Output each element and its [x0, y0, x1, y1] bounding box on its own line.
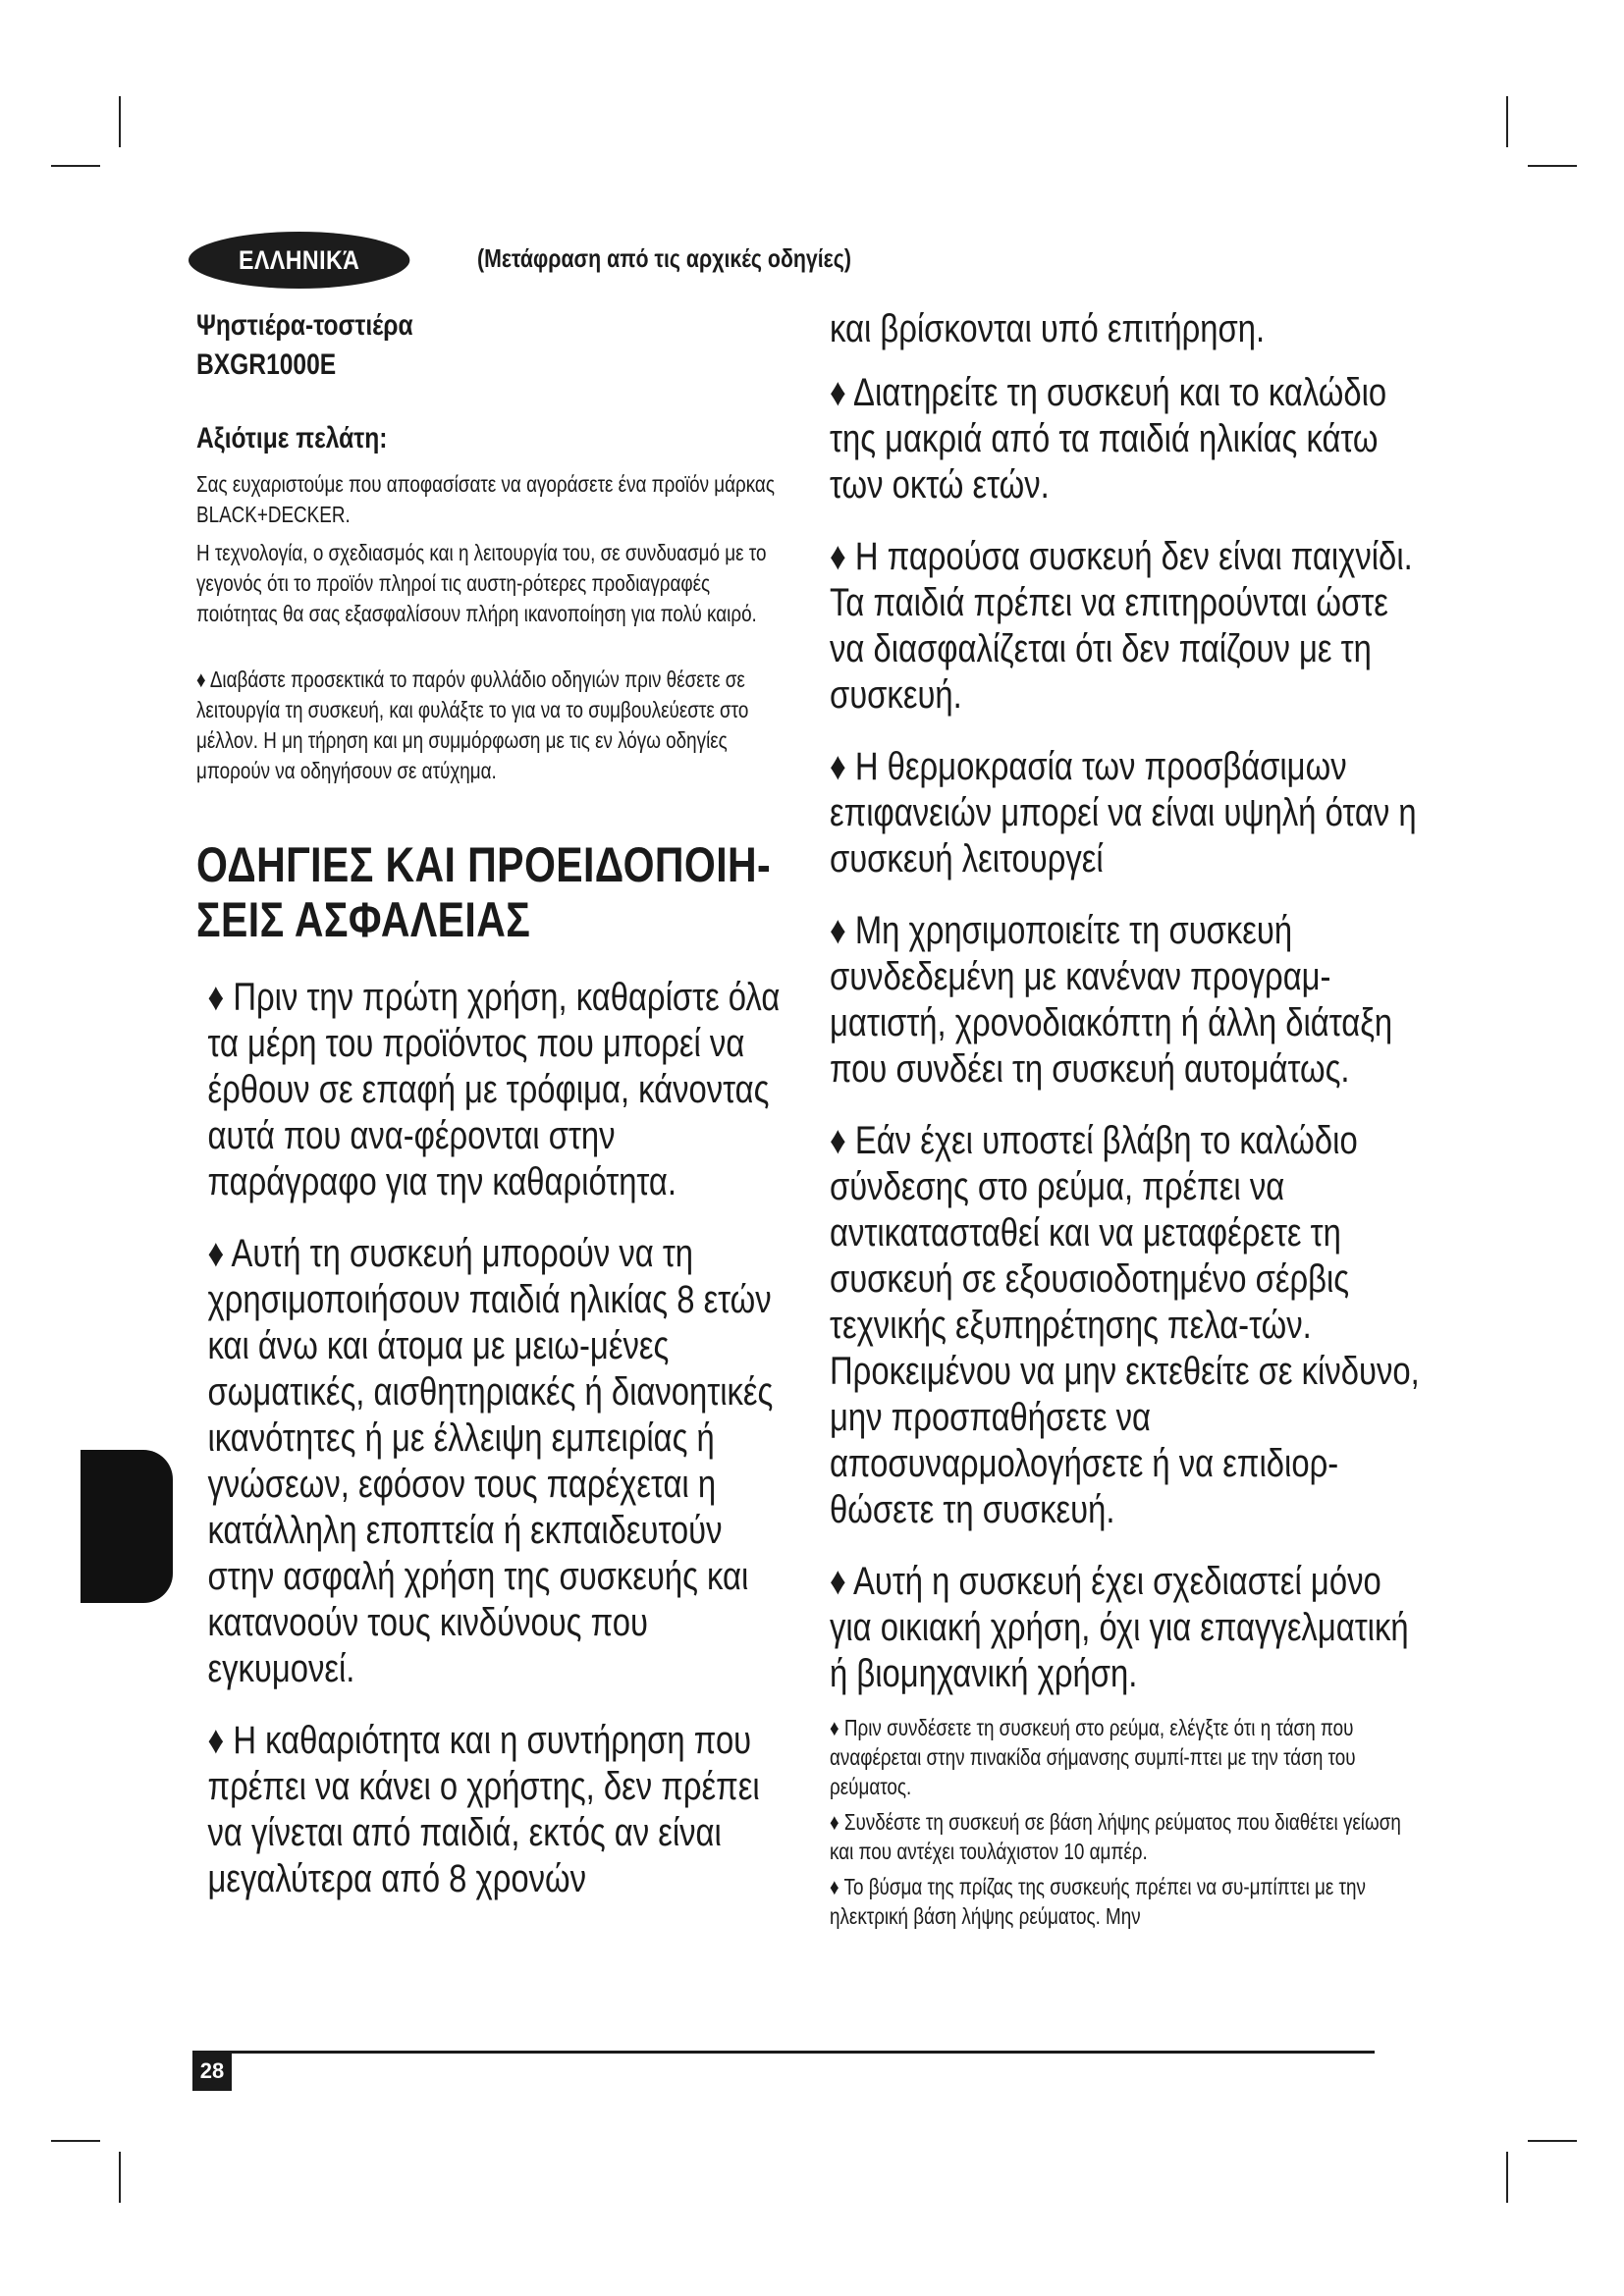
translation-note: (Μετάφραση από τις αρχικές οδηγίες): [477, 243, 851, 273]
continuation-text: και βρίσκονται υπό επιτήρηση.: [830, 307, 1266, 350]
page-number: 28: [192, 2052, 232, 2091]
section-side-tab: [81, 1450, 173, 1603]
safety-bullet: ♦ Αυτή τη συσκευή μπορούν να τη χρησιμοποιήσουν παιδιά ηλικίας 8 ετών και άνω και άτομα με μειω-μένες σωματικές, αισθητηριακές ή διανοητικές ικανότητες ή με έλλειψη εμπειρίας ή γνώσεων, εφόσον τους παρέχεται η κατάλληλη εποπτεία ή εκπαιδευτούν στην ασφαλή χρήση της συσκευής και κατανοούν τους κινδύνους που εγκυμονεί.: [207, 1232, 774, 1690]
footer-rule: [192, 2051, 1375, 2054]
intro-block: [196, 306, 785, 786]
greeting: Αξιότιμε πελάτη:: [196, 422, 388, 454]
safety-bullet: ♦ Η θερμοκρασία των προσβάσιμων επιφανειών μπορεί να είναι υψηλή όταν η συσκευή λειτουργεί: [830, 745, 1417, 881]
left-column: [196, 306, 785, 1928]
small-bullet: ♦ Το βύσμα της πρίζας της συσκευής πρέπει να συ-μπίπτει με την ηλεκτρική βάση λήψης ρεύματος. Μην: [830, 1874, 1366, 1929]
crop-mark: [1506, 2152, 1508, 2203]
crop-mark: [119, 2152, 121, 2203]
product-model: BXGR1000E: [196, 348, 337, 381]
small-bullet-list: [830, 1713, 1429, 1931]
crop-mark: [1528, 2140, 1577, 2142]
small-bullet: ♦ Συνδέστε τη συσκευή σε βάση λήψης ρεύματος που διαθέτει γείωση και που αντέχει τουλάχιστον 10 αμπέρ.: [830, 1809, 1401, 1864]
intro-paragraph: Η τεχνολογία, ο σχεδιασμός και η λειτουργία του, σε συνδυασμό με το γεγονός ότι το προϊόν πληροί τις αυστη-ρότερες προδιαγραφές ποιότητας θα σας εξασφαλίσουν πλήρη ικανοποίηση για πολύ καιρό.: [196, 540, 767, 626]
crop-mark: [1528, 165, 1577, 167]
crop-mark: [1506, 96, 1508, 147]
safety-bullet-list: [196, 975, 785, 1902]
right-column: [830, 306, 1429, 1937]
intro-paragraph: Σας ευχαριστούμε που αποφασίσατε να αγοράσετε ένα προϊόν μάρκας BLACK+DECKER.: [196, 471, 775, 527]
safety-bullet: ♦ Πριν την πρώτη χρήση, καθαρίστε όλα τα μέρη του προϊόντος που μπορεί να έρθουν σε επαφή με τρόφιμα, κάνοντας αυτά που ανα-φέρονται στην παράγραφο για την καθαριότητα.: [207, 976, 781, 1203]
language-badge: ΕΛΛΗΝΙΚΆ: [189, 232, 409, 289]
safety-bullet: ♦ Αυτή η συσκευή έχει σχεδιαστεί μόνο για οικιακή χρήση, όχι για επαγγελματική ή βιομηχανική χρήση.: [830, 1560, 1409, 1695]
product-name: Ψηστιέρα-τοστιέρα: [196, 309, 413, 342]
heading-line: ΟΔΗΓΙΕΣ ΚΑΙ ΠΡΟΕΙΔΟΠΟΙΗ-: [196, 837, 772, 892]
heading-line: ΣΕΙΣ ΑΣΦΑΛΕΙΑΣ: [196, 892, 531, 947]
safety-left: [196, 837, 785, 1902]
safety-bullet: ♦ Διατηρείτε τη συσκευή και το καλώδιο της μακριά από τα παιδιά ηλικίας κάτω των οκτώ ετών.: [830, 371, 1387, 507]
notice-text: ♦ Διαβάστε προσεκτικά το παρόν φυλλάδιο οδηγιών πριν θέσετε σε λειτουργία τη συσκευή, και φυλάξτε το για να το συμβουλεύεστε στο μέλλον. Η μη τήρηση και μη συμμόρφωση με τις εν λόγω οδηγίες μπορούν να οδηγήσουν σε ατύχημα.: [196, 667, 749, 783]
safety-bullet: ♦ Η παρούσα συσκευή δεν είναι παιχνίδι. Τα παιδιά πρέπει να επιτηρούνται ώστε να διασφαλίζεται ότι δεν παίζουν με τη συσκευή.: [830, 535, 1413, 717]
crop-mark: [51, 2140, 100, 2142]
section-heading: [196, 837, 785, 947]
safety-bullet: ♦ Εάν έχει υποστεί βλάβη το καλώδιο σύνδεσης στο ρεύμα, πρέπει να αντικατασταθεί και να μεταφέρετε τη συσκευή σε εξουσιοδοτημένο σέρβις τεχνικής εξυπηρέτησης πελα-τών. Προκειμένου να μην εκτεθείτε σε κίνδυνο, μην προσπαθήσετε να αποσυναρμολογήσετε ή να επιδιορ-θώσετε τη συσκευή.: [830, 1119, 1420, 1531]
safety-bullet: ♦ Η καθαριότητα και η συντήρηση που πρέπει να κάνει ο χρήστης, δεν πρέπει να γίνεται από παιδιά, εκτός αν είναι μεγαλύτερα από 8 χρονών: [207, 1719, 760, 1900]
crop-mark: [119, 96, 121, 147]
notice-block: [196, 665, 785, 786]
crop-mark: [51, 165, 100, 167]
safety-right: [830, 306, 1429, 1931]
small-bullet: ♦ Πριν συνδέσετε τη συσκευή στο ρεύμα, ελέγξτε ότι η τάση που αναφέρεται στην πινακίδα σήμανσης συμπί-πτει με την τάση του ρεύματος.: [830, 1715, 1356, 1799]
safety-bullet: ♦ Μη χρησιμοποιείτε τη συσκευή συνδεδεμένη με κανέναν προγραμ-ματιστή, χρονοδιακόπτη ή άλλη διάταξη που συνδέει τη συσκευή αυτομάτως.: [830, 909, 1393, 1091]
